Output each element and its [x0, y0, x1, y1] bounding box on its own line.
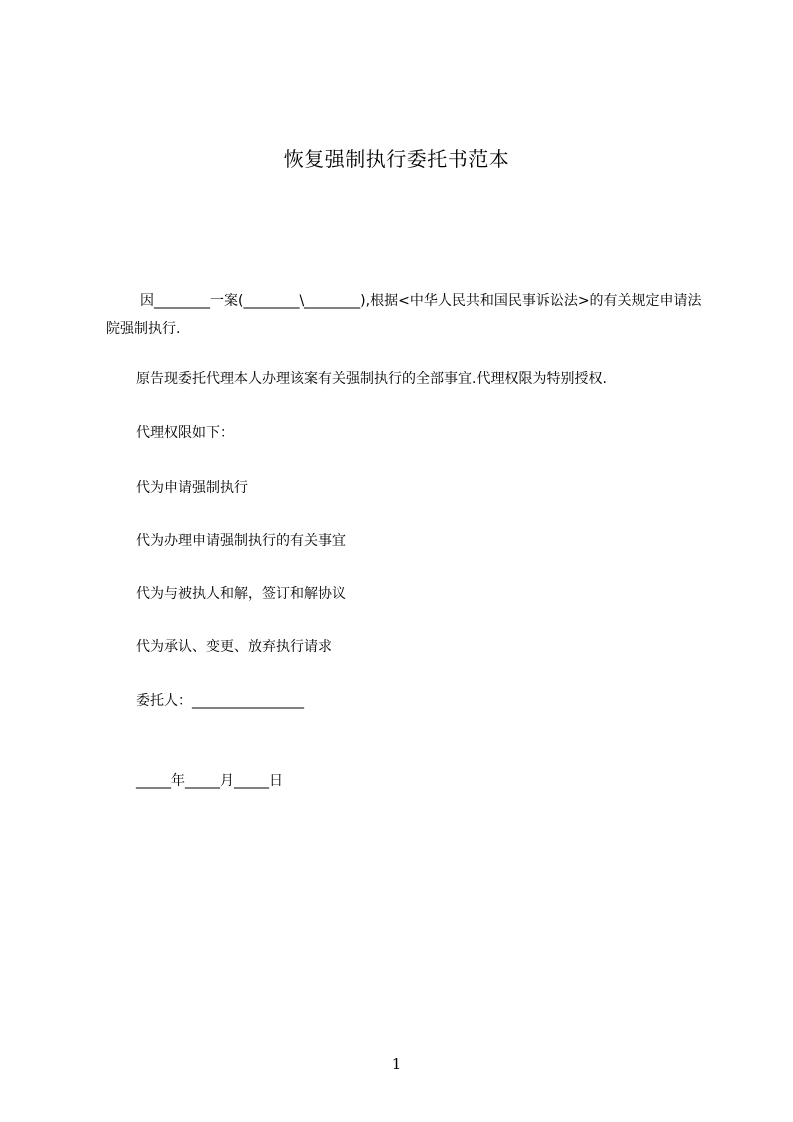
case-paragraph: 因________一案(________\________),根据<中华人民共和国民事诉讼法>的有关规定申请法院强制执行. [106, 293, 702, 337]
scope-item: 代为与被执人和解，签订和解协议 [136, 586, 346, 602]
scope-item: 代为申请强制执行 [136, 480, 248, 496]
document-title: 恢复强制执行委托书范本 [283, 147, 510, 171]
scope-item: 代为承认、变更、放弃执行请求 [136, 639, 332, 655]
date-line: _____年_____月_____日 [136, 773, 283, 789]
scope-heading: 代理权限如下： [136, 425, 234, 441]
scope-item: 代为办理申请强制执行的有关事宜 [136, 533, 346, 549]
entrust-paragraph: 原告现委托代理本人办理该案有关强制执行的全部事宜.代理权限为特别授权. [136, 371, 607, 387]
page-number: 1 [391, 1055, 402, 1073]
client-signature-line: 委托人：________________ [136, 693, 304, 709]
